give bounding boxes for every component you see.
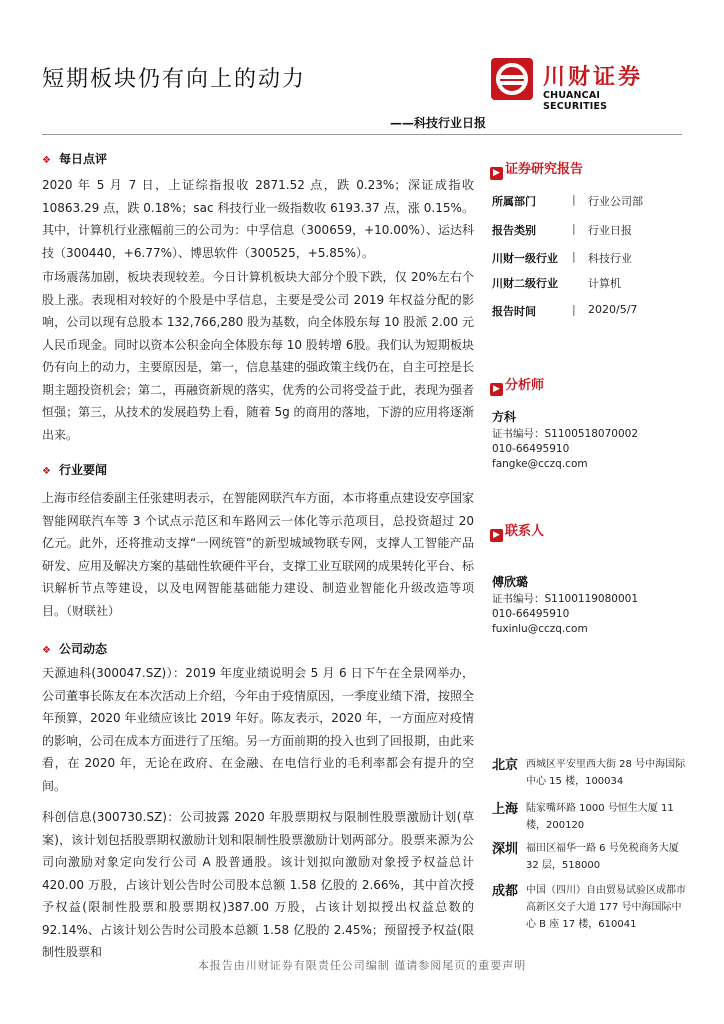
paragraph: 2020 年 5 月 7 日，上证综指报收 2871.52 点，跌 0.23%；深证成指收 10863.29 点，跌 0.18%；sac 科技行业一级指数收 6193.37 点，涨 0.15%。其中，计算机行业涨幅前三的公司为：中孚信息（300659，+10.00%）、运达科技（300440，+6.77%）、博思软件（300525，+5.85%）。 [42, 178, 474, 260]
page-footer: 本报告由川财证券有限责任公司编制 谨请参阅尾页的重要声明 [197, 959, 527, 972]
bookmark-icon: ▶ [490, 167, 503, 180]
chuancai-logo-icon [491, 58, 533, 100]
logo-english-name: CHUANCAI SECURITIES [543, 90, 608, 112]
contact-card [492, 575, 638, 637]
header-divider [42, 134, 682, 135]
section-heading-daily: ❖ 每日点评 [42, 152, 107, 166]
contact-name: 傅欣璐 [492, 575, 529, 589]
bookmark-icon: ▶ [490, 383, 503, 396]
analyst-card [492, 410, 638, 472]
contact-email: fuxinlu@cczq.com [492, 623, 588, 635]
contact-cert: 证书编号：S1100119080001 [492, 593, 639, 605]
diamond-icon: ❖ [42, 466, 51, 477]
sidebar-contact-heading: ▶ 联系人 [490, 520, 544, 542]
report-title: 短期板块仍有向上的动力 [42, 67, 307, 92]
section-heading-company: ❖ 公司动态 [42, 642, 107, 656]
analyst-phone: 010-66495910 [492, 443, 570, 455]
contact-phone: 010-66495910 [492, 608, 570, 620]
analyst-email: fangke@cczq.com [492, 458, 588, 470]
report-subtitle: ——科技行业日报 [389, 116, 486, 130]
diamond-icon: ❖ [42, 155, 51, 166]
sidebar-research-heading: ▶ 证券研究报告 [490, 158, 583, 180]
company-logo [491, 58, 656, 112]
analyst-cert: 证书编号：S1100518070002 [492, 428, 639, 440]
paragraph: 市场震荡加剧，板块表现较差。今日计算机板块大部分个股下跌，仅 20%左右个股上涨。表现相对较好的个股是中孚信息，主要是受公司 2019 年权益分配的影响，公司以现有总股本 132,766,280 股为基数，向全体股东每 10 股派 2.00 元人民币现金。同时以资本公积金向全体股东每 10 股转增 6股。我们认为短期板块仍有向上的动力，主要原因是，第一，信息基建的强政策主线仍在，自主可控是长期主题投资机会；第二，再融资新规的落实，优秀的公司将受益于此，表现为强者恒强；第三，从技术的发展趋势上看，随着 5g 的商用的落地，下游的应用将逐渐出来。 [42, 270, 475, 442]
analyst-name: 方科 [492, 410, 517, 424]
diamond-icon: ❖ [42, 645, 51, 656]
paragraph: 科创信息(300730.SZ)：公司披露 2020 年股票期权与限制性股票激励计划(草案)，该计划包括股票期权激励计划和限制性股票激励计划两部分。股票来源为公司向激励对象定向发行公司 A 股普通股。该计划拟向激励对象授予权益总计 420.00 万股，占该计划公告时公司股本总额 1.58 亿股的 2.66%，其中首次授予权益(限制性股票和股票期权)387.00 万股，占该计划拟授出权益总数的 92.14%、占该计划公告时公司股本总额 1.58 亿股的 2.45%；预留授予权益(限制性股票和 [42, 810, 474, 959]
section-heading-news: ❖ 行业要闻 [42, 463, 107, 477]
logo-chinese-name: 川财证券 [543, 65, 644, 90]
paragraph: 上海市经信委副主任张建明表示，在智能网联汽车方面，本市将重点建设安亭国家智能网联汽车等 3 个试点示范区和车路网云一体化等示范项目，总投资超过 20 亿元。此外，还将推动支撑“一网统管”的新型城域物联专网，支撑人工智能产品研发、应用及解决方案的基础性软硬件平台，支撑工业互联网的成果转化平台、标识解析节点等建设，以及电网智能基础能力建设、制造业智能化升级改造等项目。（财联社） [42, 491, 475, 618]
paragraph: 天源迪科(300047.SZ)）：2019 年度业绩说明会 5 月 6 日下午在全景网举办，公司董事长陈友在本次活动上介绍，今年由于疫情原因，一季度业绩下滑，按照全年预算，2020 年业绩应该比 2019 年好。陈友表示，2020 年，一方面应对疫情的影响，公司在成本方面进行了压缩。另一方面前期的投入也到了回报期，由此来看，在 2020 年，无论在政府、在金融、在电信行业的毛利率都会有提升的空间。 [42, 666, 475, 793]
bookmark-icon: ▶ [490, 529, 503, 542]
sidebar-analyst-heading: ▶ 分析师 [490, 374, 544, 396]
